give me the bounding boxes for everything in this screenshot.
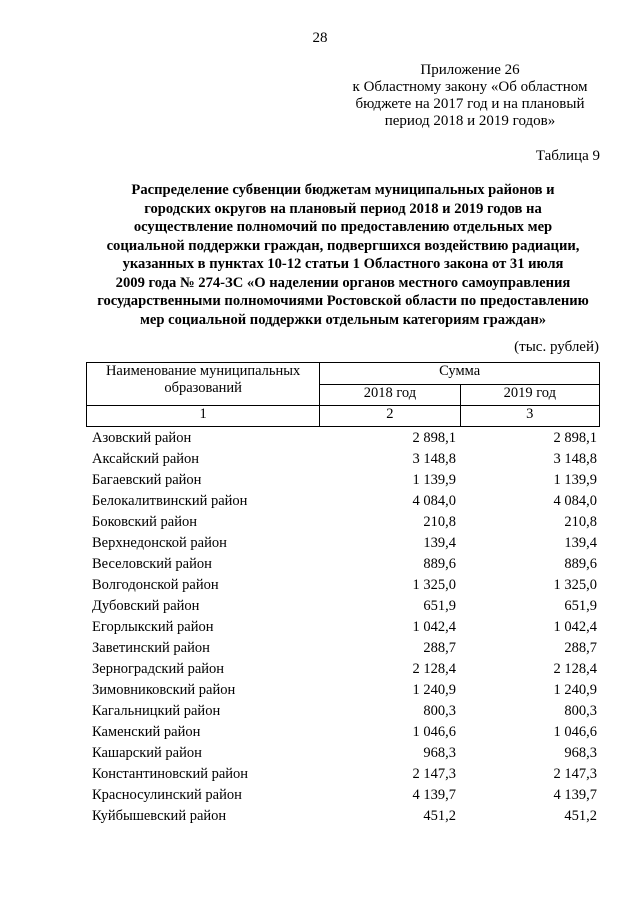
municipality-name: Каменский район <box>92 724 201 740</box>
value-2018: 4 084,0 <box>412 493 456 509</box>
municipality-name: Куйбышевский район <box>92 808 227 824</box>
value-2018: 2 147,3 <box>412 766 456 782</box>
value-2018: 651,9 <box>423 598 456 614</box>
value-2019: 1 325,0 <box>553 577 597 593</box>
municipality-name: Азовский район <box>92 430 192 446</box>
page-number: 28 <box>312 30 328 46</box>
municipality-name: Красносулинский район <box>92 787 242 803</box>
value-2019: 1 046,6 <box>553 724 597 740</box>
value-2018: 288,7 <box>423 640 456 656</box>
appendix-reference <box>340 62 600 130</box>
document-title <box>80 181 606 329</box>
value-2019: 800,3 <box>564 703 597 719</box>
value-2019: 210,8 <box>564 514 597 530</box>
title-line: социальной поддержки граждан, подвергшихся воздействию радиации, <box>106 237 580 254</box>
table-row <box>86 722 600 743</box>
municipality-name: Зимовниковский район <box>92 682 236 698</box>
value-2019: 4 139,7 <box>553 787 597 803</box>
value-2018: 1 139,9 <box>412 472 456 488</box>
municipality-name: Багаевский район <box>92 472 202 488</box>
municipality-name: Зерноградский район <box>92 661 225 677</box>
value-2018: 4 139,7 <box>412 787 456 803</box>
municipality-name: Волгодонской район <box>92 577 219 593</box>
value-2018: 1 325,0 <box>412 577 456 593</box>
title-line: указанных в пунктах 10-12 статьи 1 Областного закона от 31 июля <box>122 256 564 272</box>
value-2019: 3 148,8 <box>553 451 597 467</box>
title-line: Распределение субвенции бюджетам муниципальных районов и <box>131 182 555 198</box>
value-2019: 1 139,9 <box>553 472 597 488</box>
table-row <box>86 596 600 617</box>
value-2018: 451,2 <box>423 808 456 824</box>
table-row <box>86 470 600 491</box>
title-line: городских округов на плановый период 2018 и 2019 годов на <box>144 200 542 217</box>
municipality-name: Егорлыкский район <box>92 619 214 635</box>
value-2019: 139,4 <box>564 535 597 551</box>
municipality-name: Константиновский район <box>92 766 249 782</box>
value-2018: 1 046,6 <box>412 724 456 740</box>
value-2019: 651,9 <box>564 598 597 614</box>
value-2018: 3 148,8 <box>412 451 456 467</box>
header-col-number: 1 <box>87 406 320 427</box>
title-line: 2009 года № 274-ЗС «О наделении органов местного самоуправления <box>115 274 571 291</box>
header-col-number: 2 <box>320 406 460 427</box>
municipality-name: Боковский район <box>92 514 197 530</box>
title-line: мер социальной поддержки отдельным категориям граждан» <box>139 311 547 328</box>
table-row <box>86 764 600 785</box>
municipality-name: Дубовский район <box>92 598 200 614</box>
header-sum-cell: Сумма <box>320 363 600 385</box>
municipality-name: Белокалитвинский район <box>92 493 248 509</box>
title-line: осуществление полномочий по предоставлению отдельных мер <box>133 219 553 235</box>
value-2018: 1 042,4 <box>412 619 456 635</box>
appendix-title: Приложение 26 <box>420 62 520 78</box>
table-row <box>86 806 600 827</box>
table-row <box>86 428 600 449</box>
table-row <box>86 785 600 806</box>
units-label: (тыс. рублей) <box>514 339 599 355</box>
value-2019: 1 240,9 <box>553 682 597 698</box>
header-year-2019: 2019 год <box>460 384 599 406</box>
value-2018: 2 898,1 <box>412 430 456 446</box>
value-2018: 800,3 <box>423 703 456 719</box>
header-col-number: 3 <box>460 406 599 427</box>
table-row <box>86 617 600 638</box>
table-row <box>86 449 600 470</box>
value-2019: 4 084,0 <box>553 493 597 509</box>
value-2019: 889,6 <box>564 556 597 572</box>
table-body <box>86 428 600 827</box>
value-2018: 2 128,4 <box>412 661 456 677</box>
table-row <box>86 575 600 596</box>
table-row <box>86 743 600 764</box>
value-2019: 2 898,1 <box>553 430 597 446</box>
header-name-cell <box>87 363 320 406</box>
value-2019: 2 128,4 <box>553 661 597 677</box>
value-2018: 139,4 <box>423 535 456 551</box>
header-name-line: Наименование муниципальных <box>105 363 301 379</box>
table-row <box>86 512 600 533</box>
table-row <box>86 638 600 659</box>
municipality-name: Заветинский район <box>92 640 210 656</box>
value-2018: 1 240,9 <box>412 682 456 698</box>
value-2019: 1 042,4 <box>553 619 597 635</box>
municipality-name: Верхнедонской район <box>92 535 227 551</box>
table-row <box>86 491 600 512</box>
appendix-line: период 2018 и 2019 годов» <box>384 113 556 129</box>
value-2018: 210,8 <box>423 514 456 530</box>
title-line: государственными полномочиями Ростовской области по предоставлению <box>97 293 589 309</box>
value-2019: 968,3 <box>564 745 597 761</box>
table-row <box>86 680 600 701</box>
table-number: Таблица 9 <box>535 148 600 164</box>
municipality-name: Кашарский район <box>92 745 202 761</box>
municipality-name: Веселовский район <box>92 556 212 572</box>
value-2019: 2 147,3 <box>553 766 597 782</box>
header-year-2018: 2018 год <box>320 384 460 406</box>
appendix-line: к Областному закону «Об областном <box>352 79 588 95</box>
header-name-line: образований <box>164 380 242 396</box>
table-row <box>86 659 600 680</box>
value-2018: 889,6 <box>423 556 456 572</box>
value-2019: 288,7 <box>564 640 597 656</box>
value-2018: 968,3 <box>423 745 456 761</box>
appendix-line: бюджете на 2017 год и на плановый <box>355 96 585 112</box>
municipality-name: Кагальницкий район <box>92 703 221 719</box>
table-header <box>86 362 600 427</box>
value-2019: 451,2 <box>564 808 597 824</box>
table-row <box>86 701 600 722</box>
municipality-name: Аксайский район <box>92 451 200 467</box>
table-row <box>86 554 600 575</box>
table-row <box>86 533 600 554</box>
